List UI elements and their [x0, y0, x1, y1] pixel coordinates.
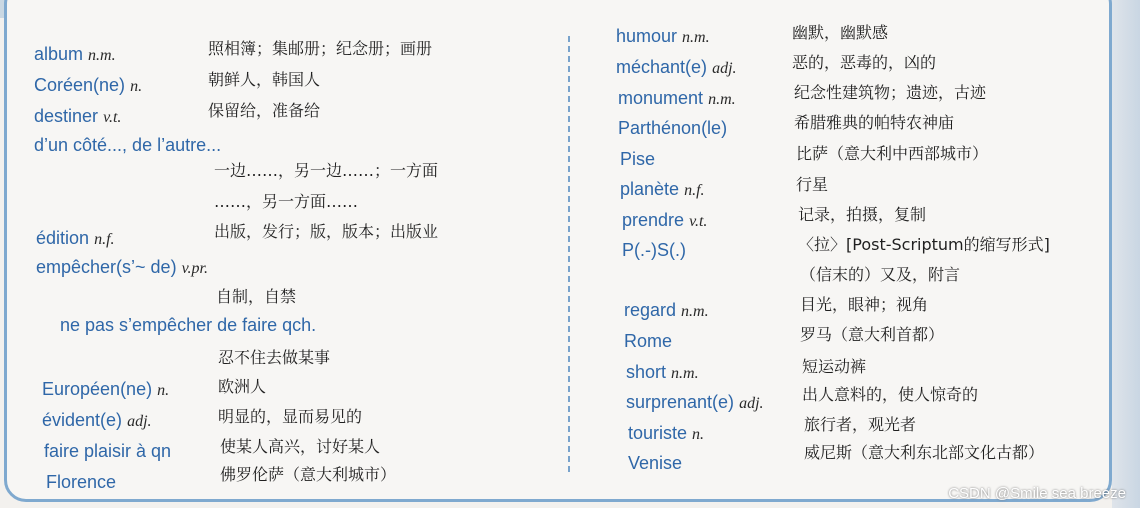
- entry-translation: 自制，自禁: [216, 287, 297, 306]
- entry-translation: 〈拉〉[Post-Scriptum的缩写形式]: [798, 235, 1050, 254]
- entry-translation: 保留给，准备给: [208, 101, 321, 120]
- entry-headword: Florence: [46, 472, 117, 492]
- entry-translation: 记录，拍摄，复制: [798, 205, 927, 224]
- entry-translation: 使某人高兴，讨好某人: [220, 437, 381, 456]
- column-divider: [568, 36, 570, 472]
- entry-headword: empêcher(s’~ de) v.pr.: [36, 257, 208, 277]
- entry-headword: ne pas s’empêcher de faire qch.: [60, 315, 317, 335]
- entry-translation: （信末的）又及，附言: [800, 265, 961, 284]
- entry-translation: 明显的，显而易见的: [218, 407, 363, 426]
- entry-translation: 行星: [796, 175, 829, 194]
- entry-headword: méchant(e) adj.: [616, 57, 737, 77]
- entry-headword: surprenant(e) adj.: [626, 392, 764, 412]
- entry-headword: short n.m.: [626, 362, 699, 382]
- entry-translation: 朝鲜人，韩国人: [208, 70, 321, 89]
- entry-translation: 出版，发行；版，版本；出版业: [214, 222, 439, 241]
- entry-translation: 希腊雅典的帕特农神庙: [794, 113, 955, 132]
- watermark-text: CSDN @Smile sea breeze: [948, 485, 1126, 502]
- page-edge: [1112, 0, 1140, 508]
- entry-headword: planète n.f.: [620, 179, 705, 199]
- entry-headword: monument n.m.: [618, 88, 736, 108]
- entry-translation: 照相簿；集邮册；纪念册；画册: [208, 39, 433, 58]
- entry-headword: Coréen(ne) n.: [34, 75, 143, 95]
- entry-headword: Venise: [628, 453, 683, 473]
- entry-translation: 佛罗伦萨（意大利城市）: [220, 465, 397, 484]
- entry-translation: 欧洲人: [218, 377, 267, 396]
- entry-translation: 纪念性建筑物；遗迹，古迹: [794, 83, 987, 102]
- entry-headword: faire plaisir à qn: [44, 441, 172, 461]
- entry-translation: 忍不住去做某事: [218, 348, 331, 367]
- entry-headword: touriste n.: [628, 423, 705, 443]
- entry-headword: Européen(ne) n.: [42, 379, 170, 399]
- entry-translation: 威尼斯（意大利东北部文化古都）: [804, 443, 1045, 462]
- entry-headword: Rome: [624, 331, 673, 351]
- entry-translation: 恶的，恶毒的，凶的: [792, 53, 937, 72]
- entry-headword: regard n.m.: [624, 300, 709, 320]
- entry-headword: humour n.m.: [616, 26, 710, 46]
- entry-headword: d’un côté..., de l’autre...: [34, 135, 222, 155]
- entry-translation: 比萨（意大利中西部城市）: [796, 144, 989, 163]
- entry-translation: 目光，眼神；视角: [800, 295, 929, 314]
- entry-headword: évident(e) adj.: [42, 410, 152, 430]
- entry-headword: prendre v.t.: [622, 210, 708, 230]
- entry-headword: album n.m.: [34, 44, 116, 64]
- entry-translation: 旅行者，观光者: [804, 415, 917, 434]
- entry-headword: édition n.f.: [36, 228, 115, 248]
- entry-translation: 罗马（意大利首都）: [800, 325, 945, 344]
- entry-headword: destiner v.t.: [34, 106, 122, 126]
- entry-headword: Pise: [620, 149, 656, 169]
- entry-headword: P(.-)S(.): [622, 240, 686, 260]
- entry-translation: 出人意料的，使人惊奇的: [802, 385, 979, 404]
- entry-headword: Parthénon(le): [618, 118, 728, 138]
- entry-translation: 一边……，另一边……；一方面: [214, 161, 439, 180]
- entry-translation: 幽默，幽默感: [792, 23, 889, 42]
- entry-translation: 短运动裤: [802, 357, 867, 376]
- entry-translation: ……，另一方面……: [214, 192, 359, 211]
